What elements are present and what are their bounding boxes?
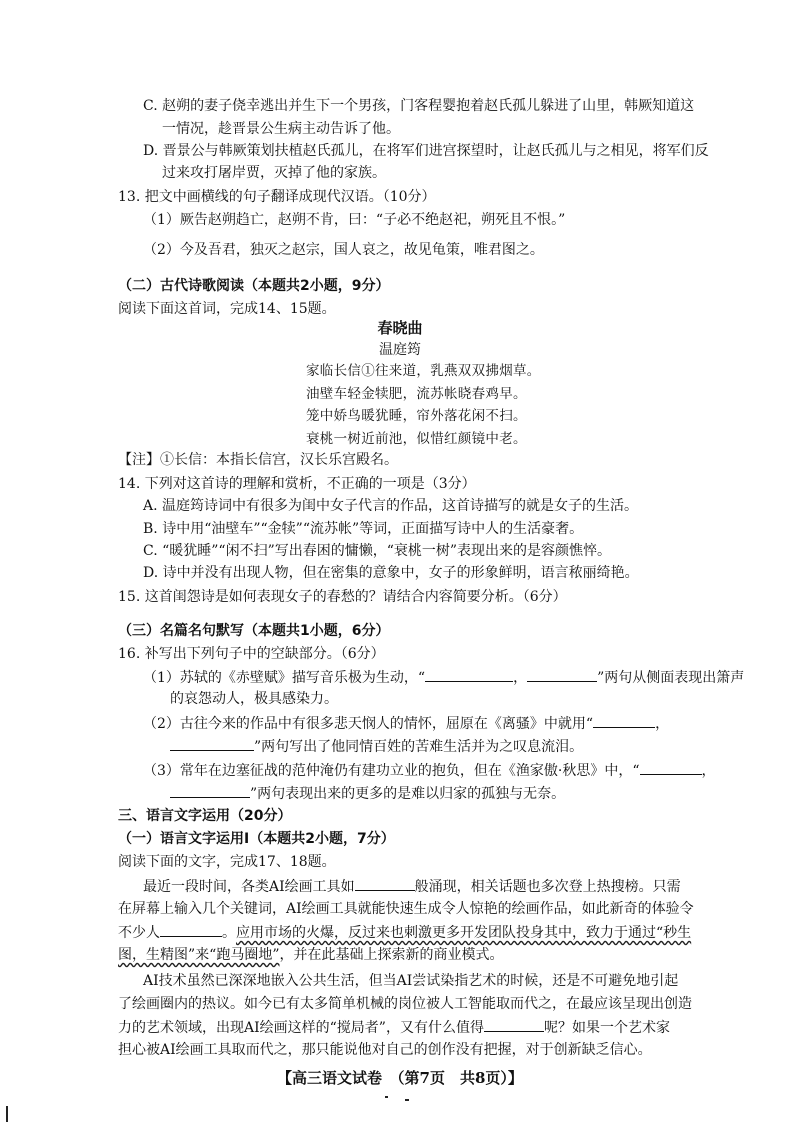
poem-note: 【注】①长信：本指长信宫，汉长乐宫殿名。 bbox=[118, 452, 398, 468]
poem-title: 春晓曲 bbox=[377, 319, 423, 337]
recite-section-heading: （三）名篇名句默写（本题共1小题，6分） bbox=[118, 623, 390, 639]
q16-item-3-text-a: （3）常年在边塞征战的范仲淹仍有建功立业的抱负，但在《渔家傲·秋思》中，“ bbox=[143, 763, 640, 779]
q13-stem: 13. 把文中画横线的句子翻译成现代汉语。（10分） bbox=[118, 189, 436, 205]
passage-p2-line2: 了绘画圈内的热议。如今已有太多简单机械的岗位被人工智能取而代之，在最应该呈现出创造 bbox=[118, 996, 692, 1012]
q16-item-2-line1 bbox=[143, 713, 669, 734]
q16-item-1-line2: 的哀怨动人，极具感染力。 bbox=[170, 691, 338, 707]
passage-p1-text-a: 最近一段时间，各类AI绘画工具如 bbox=[143, 879, 355, 895]
scan-speck bbox=[405, 1099, 409, 1101]
passage-p1-line3 bbox=[118, 922, 691, 943]
q16-blank-1b[interactable] bbox=[527, 667, 597, 682]
q16-item-1-text-c: ”两句从侧面表现出箫声 bbox=[597, 670, 745, 686]
part-three-heading: 三、语言文字运用（20分） bbox=[118, 808, 292, 824]
language-intro: 阅读下面的文字，完成17、18题。 bbox=[118, 854, 336, 870]
language-section-heading: （一）语言文字运用Ⅰ（本题共2小题，7分） bbox=[118, 831, 395, 847]
q16-item-2-line2 bbox=[170, 736, 583, 757]
q13-item-1: （1）厥告赵朔趋亡，赵朔不肯，曰：“子必不绝赵祀，朔死且不恨。” bbox=[143, 212, 566, 228]
q16-item-3-text-c: ”两句表现出来的更多的是难以归家的孤独与无奈。 bbox=[250, 786, 566, 802]
passage-p1-text-e: ，并在此基础上探索新的商业模式。 bbox=[279, 947, 504, 963]
q13-item-2: （2）今及吾君，独灭之赵宗，国人哀之，故见龟策，唯君图之。 bbox=[143, 242, 544, 258]
passage-p1-text-d: 。 bbox=[222, 925, 236, 941]
q15-stem: 15. 这首闺怨诗是如何表现女子的春愁的？请结合内容简要分析。（6分） bbox=[118, 589, 567, 605]
q12-option-c-line2: 一情况，趁晋景公生病主动告诉了他。 bbox=[162, 121, 400, 137]
passage-p2-line4: 担心被AI绘画工具取而代之，那只能说他对自己的创作没有把握，对于创新缺乏信心。 bbox=[118, 1042, 652, 1058]
q16-blank-1a[interactable] bbox=[425, 667, 513, 682]
passage-p1-text-c: 不少人 bbox=[118, 925, 160, 941]
q16-item-1-text-a: （1）苏轼的《赤壁赋》描写音乐极为生动，“ bbox=[143, 670, 426, 686]
passage-p2-text-b: 呢？如果一个艺术家 bbox=[543, 1020, 670, 1036]
q17-blank-2[interactable] bbox=[160, 922, 222, 937]
passage-underlined-sentence-part2: 图，生精图”来“跑马圈地” bbox=[118, 947, 280, 963]
q14-option-d: D. 诗中并没有出现人物，但在密集的意象中，女子的形象鲜明，语言秾丽绮艳。 bbox=[143, 565, 639, 581]
scan-speck bbox=[385, 1096, 388, 1098]
q16-blank-3a[interactable] bbox=[640, 760, 702, 775]
q16-item-2-text-a: （2）古往今来的作品中有很多悲天悯人的情怀，屈原在《离骚》中就用“ bbox=[143, 716, 594, 732]
poem-line-3: 笼中娇鸟暖犹睡，帘外落花闲不扫。 bbox=[306, 408, 527, 424]
q16-stem: 16. 补写出下列句子中的空缺部分。（6分） bbox=[118, 646, 385, 662]
poetry-intro: 阅读下面这首词，完成14、15题。 bbox=[118, 301, 336, 317]
passage-p1-text-b: 般涌现，相关话题也多次登上热搜榜。只需 bbox=[414, 879, 681, 895]
passage-p1-line4 bbox=[118, 945, 503, 965]
q12-option-c-line1: C. 赵朔的妻子侥幸逃出并生下一个男孩，门客程婴抱着赵氏孤儿躲进了山里，韩厥知道这 bbox=[143, 98, 695, 114]
q17-blank-3[interactable] bbox=[484, 1017, 544, 1032]
q16-item-1-line1 bbox=[143, 667, 744, 688]
passage-underlined-sentence-part1: 应用市场的火爆，反过来也刺激更多开发团队投身其中，致力于通过“秒生 bbox=[236, 925, 692, 941]
poem-line-1: 家临长信①往来道，乳燕双双拂烟草。 bbox=[306, 363, 541, 379]
q14-option-a: A. 温庭筠诗词中有很多为闺中女子代言的作品，这首诗描写的就是女子的生活。 bbox=[143, 498, 639, 514]
poem-line-4: 衰桃一树近前池，似惜红颜镜中老。 bbox=[306, 431, 527, 447]
q16-item-3-line1 bbox=[143, 760, 716, 781]
q16-blank-2a[interactable] bbox=[593, 713, 655, 728]
poetry-section-heading: （二）古代诗歌阅读（本题共2小题，9分） bbox=[118, 278, 390, 294]
q16-item-1-text-b: ， bbox=[513, 670, 528, 686]
page-footer: 【高三语文试卷 （第7页 共8页）】 bbox=[277, 1069, 523, 1087]
passage-p2-line3 bbox=[118, 1017, 670, 1038]
passage-p2-text-a: 力的艺术领域，出现AI绘画这样的“搅局者”，又有什么值得 bbox=[118, 1020, 484, 1036]
q14-stem: 14. 下列对这首诗的理解和赏析，不正确的一项是（3分） bbox=[118, 476, 476, 492]
q16-item-3-text-b: ， bbox=[701, 763, 716, 779]
q16-blank-3b[interactable] bbox=[170, 783, 250, 798]
q16-item-2-text-b: ， bbox=[655, 716, 670, 732]
q16-item-2-text-c: ”两句写出了他同情百姓的苦难生活并为之叹息流泪。 bbox=[254, 739, 584, 755]
q14-option-c: C. “暖犹睡”“闲不扫”写出春困的慵懒，“衰桃一树”表现出来的是容颜憔悴。 bbox=[143, 543, 612, 559]
poem-line-2: 油壁车轻金犊肥，流苏帐晓春鸡早。 bbox=[306, 386, 527, 402]
q17-blank-1[interactable] bbox=[355, 876, 415, 891]
poem-author: 温庭筠 bbox=[379, 342, 421, 358]
passage-p1-line1 bbox=[143, 876, 681, 897]
q16-blank-2b[interactable] bbox=[170, 736, 254, 751]
scan-edge-mark bbox=[6, 1106, 8, 1122]
q14-option-b: B. 诗中用“油壁车”“金犊”“流苏帐”等词，正面描写诗中人的生活豪奢。 bbox=[143, 521, 584, 537]
q12-option-d-line1: D. 晋景公与韩厥策划扶植赵氏孤儿，在将军们进宫探望时，让赵氏孤儿与之相见，将军们反 bbox=[143, 143, 709, 159]
q12-option-d-line2: 过来攻打屠岸贾，灭掉了他的家族。 bbox=[162, 165, 386, 181]
passage-p2-line1: AI技术虽然已深深地嵌入公共生活，但当AI尝试染指艺术的时候，还是不可避免地引起 bbox=[143, 973, 679, 989]
q16-item-3-line2 bbox=[170, 783, 565, 804]
passage-p1-line2: 在屏幕上输入几个关键词，AI绘画工具就能快速生成令人惊艳的绘画作品，如此新奇的体验令 bbox=[118, 901, 694, 917]
